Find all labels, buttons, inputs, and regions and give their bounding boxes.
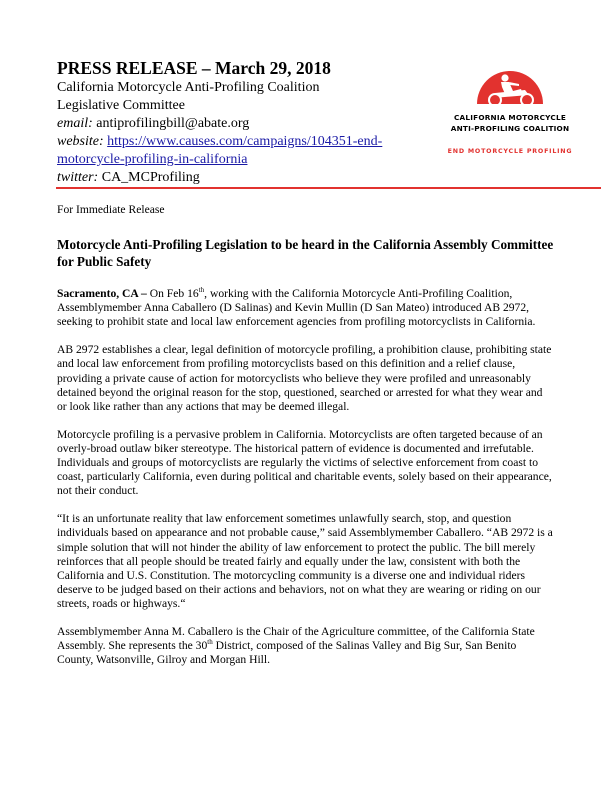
page-title: PRESS RELEASE – March 29, 2018	[57, 58, 331, 78]
paragraph-1	[57, 287, 555, 329]
paragraph-5-text-a: Assemblymember Anna M. Caballero is the Chair of the Agriculture committee, of the California State Assembly. She represents the 30	[57, 624, 535, 653]
paragraph-3: Motorcycle profiling is a pervasive problem in California. Motorcyclists are often targeted because of an overly-broad outlaw biker stereotype. The historical pattern of evidence is documented and irrefutable. Individuals and groups of motorcyclists are regularly the victims of selective enforcement from coast to coast, particularly California, even during political and charitable events, solely based on their appearance, not their conduct.	[57, 427, 552, 498]
paragraph-1-text-b: , working with the California Motorcycle Anti-Profiling Coalition, Assemblymember Anna Caballero (D Salinas) and Kevin Mullin (D San Mateo) introduced AB 2972, seeking to prohibit state and local law enforcement agencies from profiling motorcyclists in California.	[57, 287, 536, 329]
dateline: Sacramento, CA –	[57, 287, 147, 301]
paragraph-4: “It is an unfortunate reality that law enforcement sometimes unlawfully search, stop, and question individuals based on appearance and not probable cause,” said Assemblymember Caballero. “AB 2972 is a simple solution that will not hinder the ability of law enforcement to protect the public. The bill merely reinforces that all people should be treated fairly and equally under the law, consistent with both the California and U.S. Constitution. The motorcycling community is a diverse one and individual riders deserve to be judged based on their actions and behaviors, not on what they are wearing or riding on our streets, roads or highways.“	[57, 512, 553, 610]
committee-name: Legislative Committee	[57, 98, 185, 113]
coalition-logo	[440, 60, 580, 155]
email-line	[57, 115, 397, 133]
website-label: website:	[57, 134, 104, 149]
logo-line-1: CALIFORNIA MOTORCYCLE	[453, 113, 566, 122]
twitter-line	[57, 169, 397, 187]
motorcyclist-logo-icon	[465, 60, 555, 112]
paragraph-5-sup: th	[207, 638, 213, 647]
paragraph-5-text-b: District, composed of the Salinas Valley and Big Sur, San Benito County, Watsonville, Gilroy and Morgan Hill.	[57, 639, 517, 667]
logo-tagline: END MOTORCYCLE PROFILING	[447, 148, 573, 155]
website-link-part1[interactable]: https://www.causes.com/campaigns/104351-end-	[107, 134, 383, 149]
paragraph-1-text-a: On Feb 16	[146, 287, 199, 301]
header-block	[57, 57, 397, 187]
email-address: antiprofilingbill@abate.org	[96, 116, 250, 131]
press-release-body	[57, 203, 555, 681]
paragraph-1-sup: th	[198, 286, 205, 295]
headline: Motorcycle Anti-Profiling Legislation to be heard in the California Assembly Committee for Public Safety	[57, 237, 554, 269]
website-line	[57, 133, 397, 151]
logo-line-2: ANTI-PROFILING COALITION	[450, 124, 570, 133]
org-name: California Motorcycle Anti-Profiling Coalition	[57, 80, 320, 95]
release-note: For Immediate Release	[57, 203, 165, 216]
twitter-handle: CA_MCProfiling	[101, 170, 200, 185]
paragraph-5	[57, 625, 555, 667]
website-link-part2[interactable]: motorcycle-profiling-in-california	[57, 152, 248, 167]
email-label: email:	[57, 116, 93, 131]
header-divider	[56, 187, 601, 189]
website-line-2	[57, 151, 397, 169]
paragraph-2: AB 2972 establishes a clear, legal definition of motorcycle profiling, a prohibition clause, prohibiting state and local law enforcement from profiling motorcyclists based on this definition and a relief clause, providing a private cause of action for motorcyclists who believe they were profiled and unreasonably detained beyond the original reason for the stop, questioned, searched or arrested for what they wear and or look like rather than any actions that may be deemed illegal.	[57, 343, 552, 413]
twitter-label: twitter:	[57, 170, 99, 185]
